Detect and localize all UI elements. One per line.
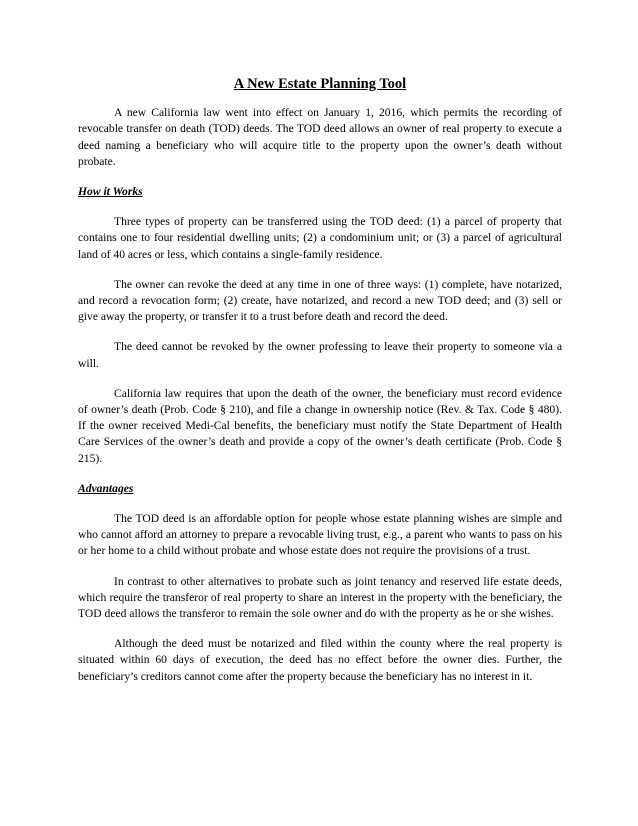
advantages-paragraph-3: Although the deed must be notarized and filed within the county where the real property is situated within 60 days of execution, the deed has no effect before the owner dies. Further, the beneficiary’s creditors cannot come after the property because the beneficiary has no interest in it. <box>78 637 562 683</box>
section-heading-how-it-works: How it Works <box>78 185 143 199</box>
document-title: A New Estate Planning Tool <box>233 76 407 92</box>
advantages-paragraph-1: The TOD deed is an affordable option for people whose estate planning wishes are simple and who cannot afford an attorney to prepare a revocable living trust, e.g., a parent who wants to pass on his or her home to a child without probate and whose estate does not require the provisions of a trust. <box>78 512 562 558</box>
advantages-paragraph-2: In contrast to other alternatives to probate such as joint tenancy and reserved life estate deeds, which require the transferor of real property to share an interest in the property with the beneficiary, the TOD deed allows the transferor to remain the sole owner and do with the property as he or she wishes. <box>78 574 562 621</box>
how-it-works-paragraph-2: The owner can revoke the deed at any time in one of three ways: (1) complete, have notarized, and record a revocation form; (2) create, have notarized, and record a new TOD deed; and (3) sell or give away the property, or transfer it to a trust before death and record the deed. <box>78 277 562 324</box>
section-heading-advantages: Advantages <box>78 481 134 495</box>
how-it-works-paragraph-3: The deed cannot be revoked by the owner professing to leave their property to someone via a will. <box>78 340 562 370</box>
how-it-works-paragraph-1: Three types of property can be transferred using the TOD deed: (1) a parcel of property that contains one to four residential dwelling units; (2) a condominium unit; or (3) a parcel of agricultural land of 40 acres or less, which contains a single-family residence. <box>78 215 562 261</box>
intro-paragraph: A new California law went into effect on January 1, 2016, which permits the recording of revocable transfer on death (TOD) deeds. The TOD deed allows an owner of real property to execute a deed naming a beneficiary who will acquire title to the property upon the owner’s death without probate. <box>78 106 562 168</box>
how-it-works-paragraph-4: California law requires that upon the death of the owner, the beneficiary must record evidence of owner’s death (Prob. Code § 210), and file a change in ownership notice (Rev. & Tax. Code § 480). If the owner received Medi-Cal benefits, the beneficiary must notify the State Department of Health Care Services of the owner’s death and provide a copy of the owner’s death certificate (Prob. Code § 215). <box>78 386 562 465</box>
document-body <box>78 76 562 699</box>
